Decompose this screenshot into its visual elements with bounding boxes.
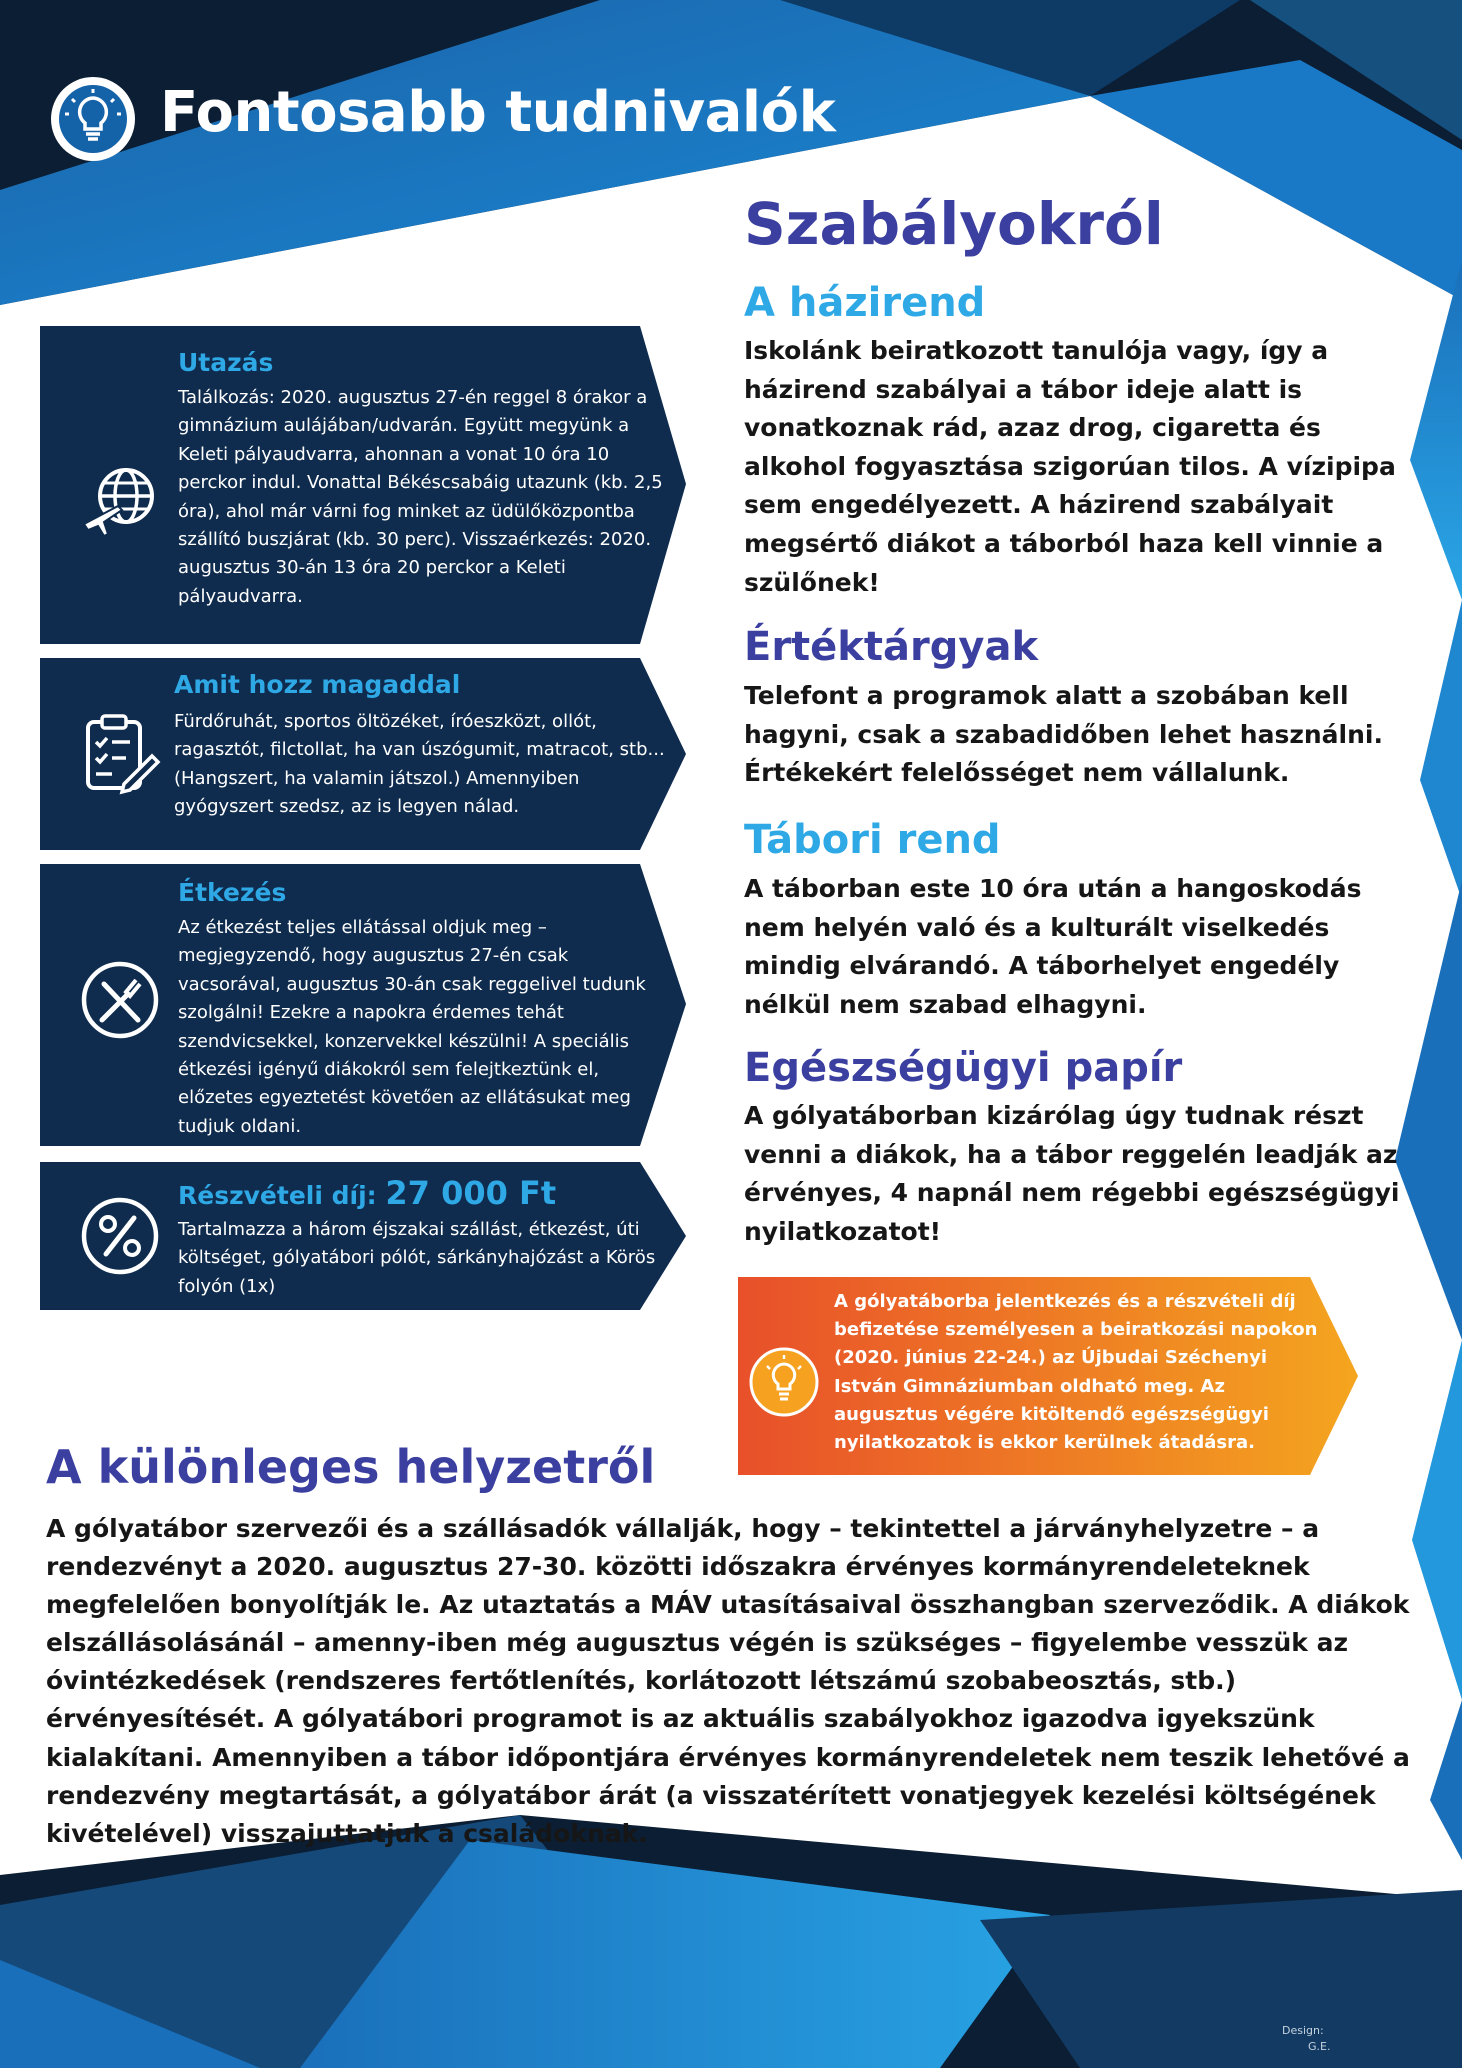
section-title-house-rules: A házirend	[744, 280, 986, 326]
section-text-camp-order: A táborban este 10 óra után a hangoskodás nem helyén való és a kulturált viselkedés mindig elvárandó. A táborhelyet engedély nélkül nem szabad elhagyni.	[744, 874, 1362, 1019]
plane-globe-icon	[78, 458, 162, 542]
info-card-packing	[40, 658, 686, 850]
notice-text: A gólyatáborba jelentkezés és a részvételi díj befizetése személyesen a beiratkozási napokon (2020. június 22-24.) az Újbudai Széchenyi István Gimnáziumban oldható meg. Az augusztus végére kitöltendő egészségügyi nyilatkozatok is ekkor kerülnek átadásra.	[834, 1291, 1318, 1454]
special-situation-heading: A különleges helyzetről	[46, 1440, 656, 1494]
card-text: Fürdőruhát, sportos öltözéket, íróeszközt, ollót, ragasztót, filctollat, ha van úszógumit, matracot, stb... (Hangszert, ha valamin játszol.) Amennyiben gyógyszert szedsz, az is legyen nálad.	[174, 711, 665, 818]
special-situation-text: A gólyatábor szervezői és a szállásadók vállalják, hogy – tekintettel a járványhelyzetre – a rendezvényt a 2020. augusztus 27-30. közötti időszakra érvényes kormányrendeleteknek megfelelően bonyolítják le. Az utaztatás a MÁV utasításaival összhangban szerveződik. A diákok elszállásolásánál – amenny-iben még augusztus végén is szükséges – figyelembe vesszük az óvintézkedések (rendszeres fertőtlenítés, korlátozott létszámú szobabeosztás, stb.) érvényesítését. A gólyatábori programot is az aktuális szabályokhoz igazodva igyekszünk kialakítani. Amennyiben a tábor időpontjára érvényes kormányrendeletek nem teszik lehetővé a rendezvény megtartását, a gólyatábor árát (a visszatérített vonatjegyek kezelési költségének kivételével) visszajuttatjuk a családoknak.	[46, 1514, 1410, 1848]
percent-icon	[78, 1194, 162, 1278]
section-title-camp-order: Tábori rend	[744, 817, 1001, 863]
card-text: Tartalmazza a három éjszakai szállást, étkezést, úti költséget, gólyatábori pólót, sárkányhajózást a Körös folyón (1x)	[178, 1219, 656, 1297]
page-title: Fontosabb tudnivalók	[160, 80, 836, 145]
info-card-travel	[40, 326, 686, 644]
design-credit-name: G.E.	[1308, 2040, 1331, 2053]
card-title: Étkezés	[178, 878, 287, 907]
design-credit-label: Design:	[1282, 2024, 1324, 2037]
card-title: Amit hozz magaddal	[174, 670, 461, 699]
section-text-house-rules: Iskolánk beiratkozott tanulója vagy, így a házirend szabályai a tábor ideje alatt is vonatkoznak rád, azaz drog, cigaretta és alkohol fogyasztása szigorúan tilos. A vízipipa sem engedélyezett. A házirend szabályait megsértő diákot a táborból haza kell vinnie a szülőnek!	[744, 336, 1396, 597]
rules-heading: Szabályokról	[744, 190, 1164, 258]
card-title: Utazás	[178, 348, 274, 377]
section-text-health-paper: A gólyatáborban kizárólag úgy tudnak részt venni a diákok, ha a tábor reggelén leadják az érvényes, 4 napnál nem régebbi egészségügyi nyilatkozatot!	[744, 1101, 1400, 1246]
cutlery-icon	[78, 958, 162, 1042]
lightbulb-icon	[48, 74, 138, 164]
fee-label: Részvételi díj:	[178, 1181, 377, 1210]
card-text: Találkozás: 2020. augusztus 27-én reggel 8 órakor a gimnázium aulájában/udvarán. Együtt megyünk a Keleti pályaudvarra, ahonnan a vonat 10 óra 10 perckor indul. Vonattal Békéscsabáig utazunk (kb. 2,5 óra), ahol már várni fog minket az üdülőközpontba szállító buszjárat (kb. 30 perc). Visszaérkezés: 2020. augusztus 30-án 13 óra 20 perckor a Keleti pályaudvarra.	[178, 387, 663, 607]
checklist-icon	[78, 712, 162, 796]
info-card-meals	[40, 864, 686, 1146]
section-text-valuables: Telefont a programok alatt a szobában kell hagyni, csak a szabadidőben lehet használni. Értékekért felelősséget nem vállalunk.	[744, 681, 1383, 788]
card-text: Az étkezést teljes ellátással oldjuk meg – megjegyzendő, hogy augusztus 27-én csak vacsorával, augusztus 30-án csak reggelivel tudunk szolgálni! Ezekre a napokra érdemes tehát szendvicsekkel, konzervekkel készülni! A speciális étkezési igényű diákokról sem felejtkeztünk el, előzetes egyeztetést követően az ellátásukat meg tudjuk oldani.	[178, 917, 646, 1137]
fee-price: 27 000 Ft	[385, 1174, 557, 1212]
section-title-valuables: Értéktárgyak	[744, 624, 1039, 670]
lightbulb-icon	[748, 1346, 820, 1418]
section-title-health-paper: Egészségügyi papír	[744, 1045, 1183, 1091]
card-title	[178, 1174, 556, 1212]
info-card-fee	[40, 1162, 686, 1310]
